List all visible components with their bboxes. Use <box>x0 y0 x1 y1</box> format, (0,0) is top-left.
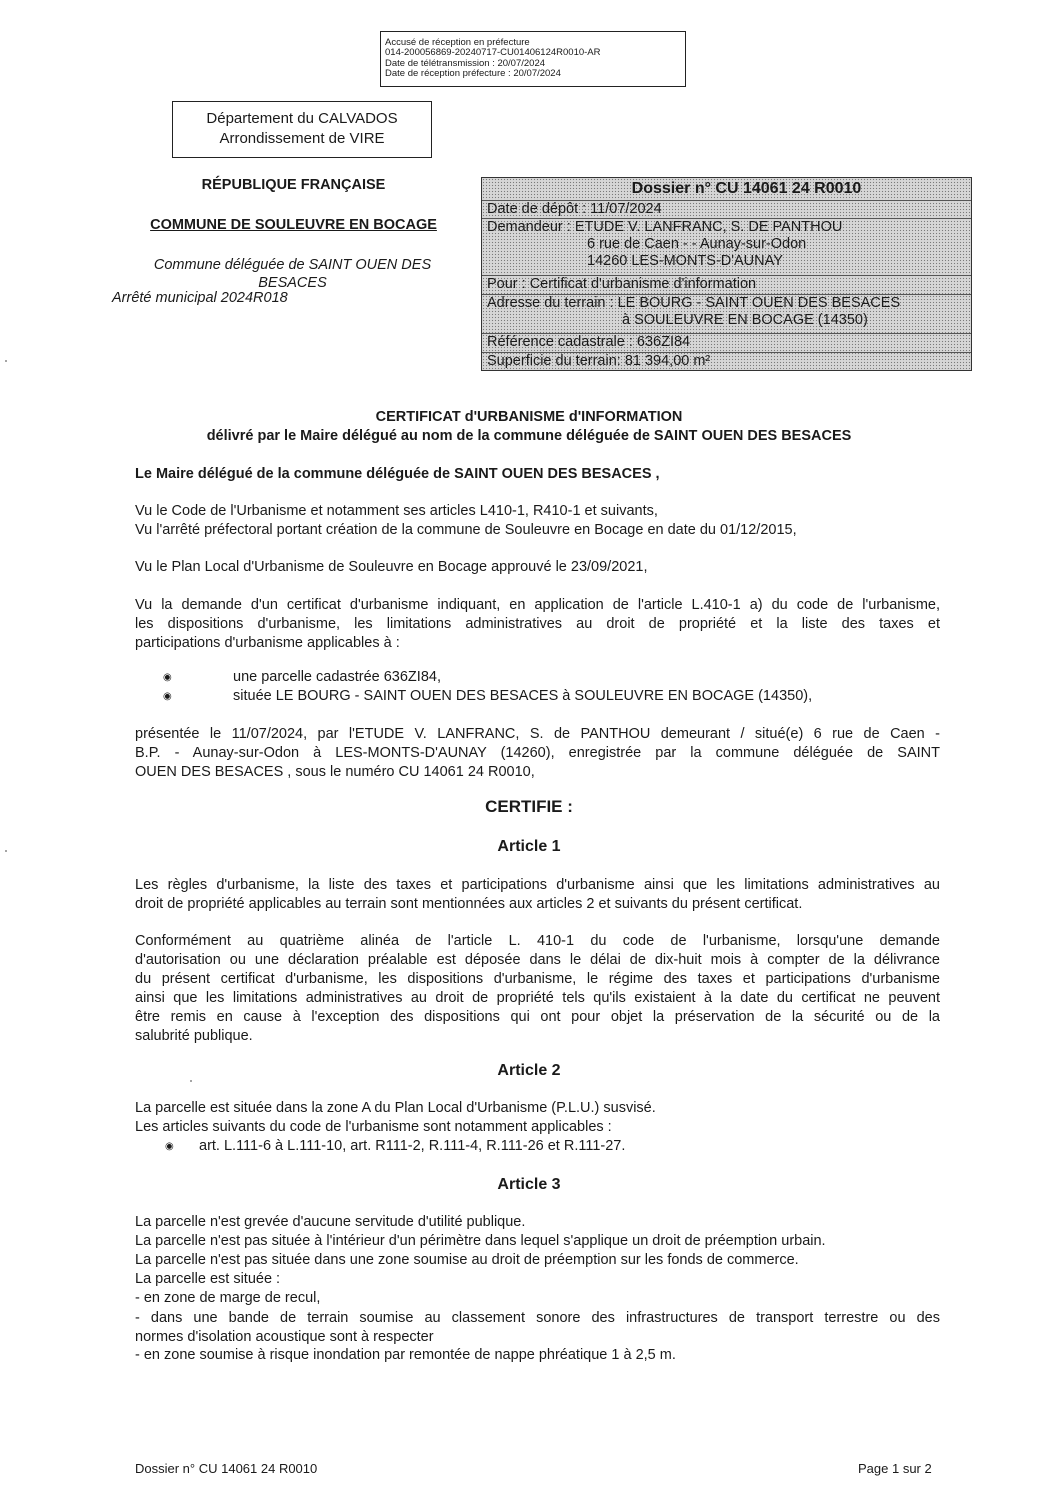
list-item <box>163 688 812 704</box>
adresse-terrain <box>482 294 971 332</box>
pour: Pour : Certificat d'urbanisme d'information <box>482 275 971 293</box>
commune-deleguee-line: BESACES <box>258 275 327 291</box>
paragraph-line: Les règles d'urbanisme, la liste des taxes et participations d'urbanisme ainsi que les limitations administratives au <box>135 877 940 893</box>
presentee-paragraph <box>135 725 940 782</box>
adresse-line: à SOULEUVRE EN BOCAGE (14350) <box>622 312 868 328</box>
article-3-line: La parcelle est située : <box>135 1271 281 1287</box>
receipt-line: 014-200056869-20240717-CU01406124R0010-AR <box>385 47 601 59</box>
article-3-heading: Article 3 <box>497 1176 561 1193</box>
bullet-icon: ◉ <box>165 1140 174 1152</box>
certificate-title: CERTIFICAT d'URBANISME d'INFORMATION <box>375 409 683 425</box>
list-item-text: située LE BOURG - SAINT OUEN DES BESACES à SOULEUVRE EN BOCAGE (14350), <box>233 688 813 704</box>
paragraph-line: participations d'urbanisme applicables à : <box>135 635 400 651</box>
paragraph-line: ainsi que les limitations administratives au droit de propriété tels qu'ils existaient à la date du certificat ne peuvent <box>135 990 940 1006</box>
maire-line: Le Maire délégué de la commune déléguée de SAINT OUEN DES BESACES , <box>135 466 660 482</box>
paragraph-line: du présent certificat d'urbanisme, les dispositions d'urbanisme, le régime des taxes et participations d'urbanisme <box>135 971 940 987</box>
article-3-paragraph <box>135 1309 940 1347</box>
article-1-heading: Article 1 <box>497 838 561 855</box>
demandeur <box>482 218 971 275</box>
paragraph-line: salubrité publique. <box>135 1028 253 1044</box>
bullet-icon: ◉ <box>163 690 172 702</box>
receipt-line: Date de réception préfecture : 20/07/2024 <box>385 68 561 80</box>
paragraph-line: Conformément au quatrième alinéa de l'article L. 410-1 du code de l'urbanisme, lorsqu'une demande <box>135 933 940 949</box>
paragraph-line: B.P. - Aunay-sur-Odon à LES-MONTS-D'AUNAY (14260), enregistrée par la commune déléguée de SAINT <box>135 745 940 761</box>
dossier-box <box>481 177 972 371</box>
paragraph-line: droit de propriété applicables au terrain sont mentionnées aux articles 2 et suivants du présent certificat. <box>135 896 803 912</box>
reference-cadastrale: Référence cadastrale : 636ZI84 <box>482 333 971 351</box>
paragraph-line: Vu la demande d'un certificat d'urbanisme indiquant, en application de l'article L.410-1 a) du code de l'urbanisme, <box>135 597 940 613</box>
article-3-line: La parcelle n'est pas située à l'intérieur d'un périmètre dans lequel s'applique un droit de préemption urbain. <box>135 1233 826 1249</box>
demandeur-line: 6 rue de Caen - - Aunay-sur-Odon <box>587 236 807 252</box>
arrondissement-line: Arrondissement de VIRE <box>219 130 385 147</box>
receipt-stamp <box>380 31 686 87</box>
article-3-line: - en zone de marge de recul, <box>135 1290 321 1306</box>
receipt-line: Accusé de réception en préfecture <box>385 37 530 48</box>
paragraph-line: OUEN DES BESACES , sous le numéro CU 14061 24 R0010, <box>135 764 535 780</box>
article-1-paragraph <box>135 932 940 1046</box>
list-item <box>163 669 441 685</box>
list-item-text: une parcelle cadastrée 636ZI84, <box>233 669 441 685</box>
list-item-text: art. L.111-6 à L.111-10, art. R111-2, R.111-4, R.111-26 et R.111-27. <box>199 1138 626 1154</box>
commune-deleguee-line: Commune déléguée de SAINT OUEN DES <box>153 257 432 273</box>
scan-speck <box>190 1080 192 1082</box>
vu-line: Vu le Plan Local d'Urbanisme de Souleuvre en Bocage approuvé le 23/09/2021, <box>135 559 648 575</box>
adresse-line: Adresse du terrain : LE BOURG - SAINT OUEN DES BESACES <box>487 295 901 311</box>
article-3-line: La parcelle n'est pas située dans une zone soumise au droit de préemption sur les fonds de commerce. <box>135 1252 799 1268</box>
paragraph-line: les dispositions d'urbanisme, les limitations administratives au droit de propriété et la liste des taxes et <box>135 616 940 632</box>
page-number: Page 1 sur 2 <box>858 1461 932 1476</box>
arrete-municipal: Arrêté municipal 2024R018 <box>112 290 288 306</box>
demande-paragraph <box>135 596 940 653</box>
demandeur-line: 14260 LES-MONTS-D'AUNAY <box>587 253 783 269</box>
paragraph-line: normes d'isolation acoustique sont à respecter <box>135 1329 434 1345</box>
paragraph-line: d'autorisation ou une déclaration préalable est déposée dans le délai de dix-huit mois à compter de la délivrance <box>135 952 940 968</box>
article-3-line: La parcelle n'est grevée d'aucune servitude d'utilité publique. <box>135 1214 526 1230</box>
list-item <box>165 1138 625 1154</box>
scan-speck <box>5 850 7 852</box>
receipt-line: Date de télétransmission : 20/07/2024 <box>385 57 546 69</box>
demandeur-line: Demandeur : ETUDE V. LANFRANC, S. DE PANTHOU <box>487 219 843 235</box>
superficie: Superficie du terrain: 81 394,00 m² <box>482 352 971 370</box>
certifie-heading: CERTIFIE : <box>485 797 573 816</box>
vu-line: Vu le Code de l'Urbanisme et notamment ses articles L410-1, R410-1 et suivants, <box>135 503 658 519</box>
footer-dossier-number: Dossier n° CU 14061 24 R0010 <box>135 1461 318 1476</box>
paragraph-line: - dans une bande de terrain soumise au classement sonore des infrastructures de transport terrestre ou des <box>135 1310 940 1326</box>
article-1-paragraph <box>135 876 940 914</box>
article-2-line: La parcelle est située dans la zone A du Plan Local d'Urbanisme (P.L.U.) susvisé. <box>135 1100 656 1116</box>
paragraph-line: être remis en cause à l'exception des dispositions qui ont pour objet la préservation de la sécurité ou de la <box>135 1009 940 1025</box>
department-line: Département du CALVADOS <box>206 110 398 127</box>
article-2-line: Les articles suivants du code de l'urbanisme sont notamment applicables : <box>135 1119 612 1135</box>
vu-line: Vu l'arrêté préfectoral portant création de la commune de Souleuvre en Bocage en date du 01/12/2015, <box>135 522 797 538</box>
scan-speck <box>5 360 7 362</box>
article-2-heading: Article 2 <box>497 1062 561 1079</box>
commune-heading: COMMUNE DE SOULEUVRE EN BOCAGE <box>150 217 437 233</box>
commune-deleguee <box>120 256 465 292</box>
dossier-title: Dossier n° CU 14061 24 R0010 <box>631 180 862 197</box>
certificate-subtitle: délivré par le Maire délégué au nom de la commune déléguée de SAINT OUEN DES BESACES <box>206 428 852 444</box>
date-depot: Date de dépôt : 11/07/2024 <box>482 200 971 218</box>
paragraph-line: présentée le 11/07/2024, par l'ETUDE V. LANFRANC, S. de PANTHOU demeurant / situé(e) 6 rue de Caen - <box>135 726 940 742</box>
bullet-icon: ◉ <box>163 671 172 683</box>
republique-heading: RÉPUBLIQUE FRANÇAISE <box>201 177 386 193</box>
article-3-line: - en zone soumise à risque inondation par remontée de nappe phréatique 1 à 2,5 m. <box>135 1347 676 1363</box>
department-box <box>172 101 432 158</box>
